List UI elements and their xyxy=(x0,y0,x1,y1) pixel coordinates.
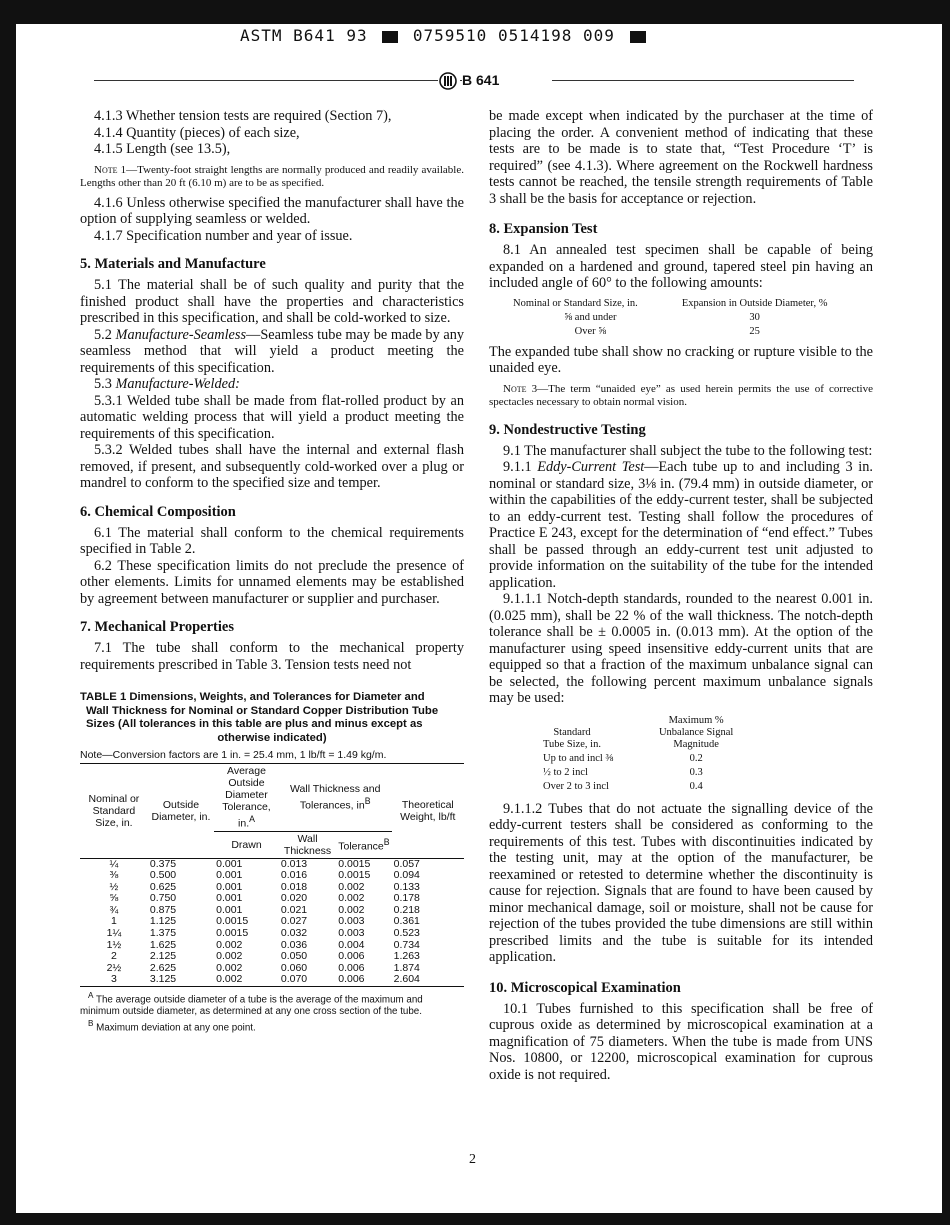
table-cell: 0.133 xyxy=(393,880,420,893)
block-mark xyxy=(630,31,646,43)
table-cell: ¾ xyxy=(109,903,119,916)
list-item: 4.1.4 Quantity (pieces) of each size, xyxy=(94,124,300,141)
unbalance-cell: Up to and incl ⅜ xyxy=(543,752,614,764)
paragraph: The expanded tube shall show no cracking or rupture visible to the unaided eye. xyxy=(489,343,873,376)
table-cell: 0.002 xyxy=(216,938,243,951)
table-cell: 0.218 xyxy=(393,903,420,916)
expansion-cell: Over ⅝ xyxy=(574,325,607,337)
code-b: 0759510 0514198 009 xyxy=(412,26,615,45)
scan-border-right xyxy=(942,0,950,1225)
table-cell: 0.006 xyxy=(338,950,365,963)
table-cell: 0.734 xyxy=(393,938,420,951)
table-row xyxy=(80,870,464,882)
paragraph: 4.1.7 Specification number and year of issue. xyxy=(94,227,353,244)
dimensions-table xyxy=(80,763,464,987)
expansion-header-expansion: Expansion in Outside Diameter, % xyxy=(681,297,828,309)
table-footnote-a: $^A$ The average outside diameter of a tube is the average of the maximum and minimum outside diameter, as determined at any one cross section of the tube. xyxy=(80,991,423,1018)
paragraph: be made except when indicated by the purchaser at the time of placing the order. A convenient method of indicating that these tests are to be made is to state that, “Test Procedure ‘T’ is required” (see 4.1.3). Where agreement on the Rockwell hardness tests cannot be reached, the tensile strength requirements of Table 3 shall be the basis for acceptance or rejection. xyxy=(489,108,873,207)
table-cell: 0.002 xyxy=(338,880,365,893)
col-header-wall-thickness: Wall Thickness xyxy=(279,831,336,858)
paragraph: 6.1 The material shall conform to the chemical requirements specified in Table 2. xyxy=(80,524,464,557)
table-cell: 0.002 xyxy=(338,903,365,916)
table-title: TABLE 1 Dimensions, Weights, and Tolerances for Diameter and Wall Thickness for Nominal or Standard Copper Distribution Tube Sizes (All tolerances in this table are plus and minus except as otherwise indicated) xyxy=(80,691,439,744)
table-cell: 0.060 xyxy=(280,961,308,974)
table-cell: 0.001 xyxy=(216,903,243,916)
table-row xyxy=(80,974,464,986)
paragraph: 5.2 Manufacture-Seamless—Seamless tube may be made by any seamless method that will yield a product meeting the requirements of this specification. xyxy=(80,326,465,376)
table-cell: 0.0015 xyxy=(216,927,249,940)
paragraph: 4.1.6 Unless otherwise specified the manufacturer shall have the option of supplying seamless or welded. xyxy=(80,194,464,227)
table-cell: ⅜ xyxy=(109,869,119,882)
page-number: 2 xyxy=(469,1152,476,1167)
table-cell: 3.125 xyxy=(148,974,214,986)
paragraph: 9.1.1.1 Notch-depth standards, rounded to the nearest 0.001 in. (0.025 mm), shall be 22 % of the wall thickness. The notch-depth tolerance shall be ± 0.0005 in. (0.013 mm). At the option of the manufacturer using speed insensitive eddy-current units that are equipped so that a fraction of the maximum unbalance signal can be selected, the following percent maximum unbalance signals may be used: xyxy=(489,591,873,706)
scan-border-top xyxy=(0,0,950,24)
unbalance-cell: 0.3 xyxy=(689,766,703,778)
section-title: 8. Expansion Test xyxy=(489,221,598,237)
table-cell: 0.020 xyxy=(280,892,308,905)
section-title: 9. Nondestructive Testing xyxy=(489,421,646,438)
paragraph: 6.2 These specification limits do not preclude the presence of other elements. Limits for unnamed elements may be established by agreement between manufacturer or supplier and purchaser. xyxy=(80,557,464,607)
table-cell: 0.523 xyxy=(393,927,420,940)
table-cell: 0.001 xyxy=(216,880,243,893)
table-cell: 0.875 xyxy=(149,903,177,916)
table-note: Note—Conversion factors are 1 in. = 25.4 mm, 1 lb/ft = 1.49 kg/m. xyxy=(80,749,387,761)
document-code-header xyxy=(240,26,720,48)
expansion-cell: ⅝ and under xyxy=(564,311,617,323)
table-cell: 0.002 xyxy=(338,892,365,905)
table-cell: 0.016 xyxy=(280,869,308,882)
list-item: 4.1.3 Whether tension tests are required (Section 7), xyxy=(94,108,392,124)
section-title: 5. Materials and Manufacture xyxy=(80,256,266,272)
table-cell: 2.625 xyxy=(149,961,177,974)
table-cell: 1.625 xyxy=(149,938,177,951)
left-column xyxy=(80,108,464,1035)
expansion-table xyxy=(505,296,836,340)
paragraph: 9.1.1.2 Tubes that do not actuate the signalling device of the eddy-current testers shall be considered as conforming to the requirements of this test. Tubes with discontinuities indicated by the testing unit, may at the option of the manufacturer, be reexamined or retested to determine whether the discontinuity is cause for rejection. Signals that are found to have been caused by minor mechanical damage, soil or moisture, shall not be cause for rejection of the tubes provided the tube dimensions are still within prescribed limits and the tube is suitable for its intended application. xyxy=(489,800,873,965)
expansion-header-size: Nominal or Standard Size, in. xyxy=(513,297,638,309)
section-title: 10. Microscopical Examination xyxy=(489,979,681,996)
table-cell: 0.625 xyxy=(149,880,177,893)
unbalance-cell: 0.2 xyxy=(689,752,703,764)
table-cell: 0.750 xyxy=(149,892,177,905)
table-cell: 0.0015 xyxy=(216,915,249,928)
paragraph: 5.1 The material shall be of such quality and purity that the finished product shall have the properties and characteristics prescribed in this specification, and shall be cold-worked to size. xyxy=(80,277,464,326)
list-item: 4.1.5 Length (see 13.5), xyxy=(94,141,231,157)
col-header-theoretical: Theoretical Weight, lb/ft xyxy=(400,798,456,823)
paragraph: 9.1.1 Eddy-Current Test—Each tube up to and including 3 in. nominal or standard size, 3⅛ in. (79.4 mm) in outside diameter, or within the capabilities of the eddy-current tester, shall be subjected to an eddy-current test. Testing shall follow the procedures of Practice E 243, except for the determination of “end effect.” Tubes shall be passed through an eddy-current test unit adjusted to provide information on the suitability of the tube for the intended application. xyxy=(489,459,873,591)
section-title: 7. Mechanical Properties xyxy=(80,619,234,635)
table-cell: 0.013 xyxy=(280,857,308,870)
table-cell: 0.0015 xyxy=(338,857,371,870)
table-cell: 0.021 xyxy=(280,903,308,916)
unbalance-row xyxy=(537,781,739,793)
col-header-outside: Outside Diameter, in. xyxy=(151,798,211,823)
table-cell: 0.375 xyxy=(149,857,177,870)
table-cell: 1.874 xyxy=(393,961,420,974)
table-cell: 0.178 xyxy=(393,892,420,905)
table-row xyxy=(80,928,464,940)
col-header-drawn: Drawn xyxy=(214,831,279,858)
table-cell: 1.125 xyxy=(149,915,177,928)
table-cell: 0.027 xyxy=(280,915,308,928)
table-cell: 0.057 xyxy=(393,857,420,870)
block-mark xyxy=(382,31,398,43)
unbalance-cell: ½ to 2 incl xyxy=(543,766,588,778)
code-a: ASTM B641 93 xyxy=(240,26,368,45)
expansion-row xyxy=(507,312,834,324)
note-3: Note 3—The term “unaided eye” as used herein permits the use of corrective spectacles necessary to obtain normal vision. xyxy=(489,382,873,408)
unbalance-row xyxy=(537,767,739,779)
table-footnote-b: $^B$ Maximum deviation at any one point. xyxy=(88,1019,256,1034)
table-cell: ⅝ xyxy=(109,892,119,905)
col-header-wall: Wall Thickness and Tolerances, $in^B$ xyxy=(290,783,381,812)
table-cell: 1.375 xyxy=(149,927,177,940)
table-cell: 0.036 xyxy=(280,938,308,951)
table-cell: 0.003 xyxy=(338,927,365,940)
table-cell: 1.263 xyxy=(393,950,420,963)
table-cell: 0.002 xyxy=(216,961,243,974)
table-cell: 0.361 xyxy=(393,915,420,928)
unbalance-cell: 0.4 xyxy=(689,780,703,792)
table-cell: 0.094 xyxy=(393,869,420,882)
unbalance-header-size: Standard Tube Size, in. xyxy=(543,726,601,750)
paragraph: 7.1 The tube shall conform to the mechanical property requirements prescribed in Table 3. Tension tests need not xyxy=(80,640,464,673)
table-cell: 0.002 xyxy=(216,950,243,963)
astm-logo-icon xyxy=(438,72,460,90)
table-cell: ½ xyxy=(109,880,119,893)
table-cell: 1½ xyxy=(106,938,122,951)
table-cell: 0.002 xyxy=(214,974,279,986)
table-cell: 0.050 xyxy=(280,950,308,963)
table-cell: 3 xyxy=(80,974,148,986)
paragraph: 9.1 The manufacturer shall subject the tube to the following test: xyxy=(503,442,873,459)
unbalance-row xyxy=(537,753,739,765)
unbalance-table xyxy=(535,713,741,795)
table-cell: 0.018 xyxy=(280,880,308,893)
table-cell: 1¼ xyxy=(106,927,122,940)
note-1: Note 1—Twenty-foot straight lengths are normally produced and readily available. Lengths other than 20 ft (6.10 m) are to be as specified. xyxy=(80,163,464,189)
col-header-avg: Average Outside Diameter Tolerance, in.$^A$ xyxy=(222,765,271,830)
table-cell: 0.070 xyxy=(279,974,336,986)
unbalance-cell: Over 2 to 3 incl xyxy=(543,780,609,792)
paragraph: 5.3.1 Welded tube shall be made from flat-rolled product by an automatic welding process that will yield a product meeting the requirements of this specification. xyxy=(80,392,464,442)
table-cell: 0.001 xyxy=(216,857,243,870)
table-cell: 0.500 xyxy=(149,869,177,882)
table-cell: 0.001 xyxy=(216,869,243,882)
table-cell: 0.001 xyxy=(216,892,243,905)
expansion-row xyxy=(507,326,834,338)
paragraph: 5.3.2 Welded tubes shall have the internal and external flash removed, if present, and subsequently cold-worked over a plug or mandrel to conform to the specified size and temper. xyxy=(80,442,464,491)
expansion-cell: 30 xyxy=(749,311,760,323)
paragraph: 8.1 An annealed test specimen shall be capable of being expanded on a hardened and ground, tapered steel pin having an included angle of 60° to the following amounts: xyxy=(489,242,873,291)
table-cell: 0.006 xyxy=(336,974,391,986)
table-cell: 1 xyxy=(111,915,117,928)
unbalance-header-magnitude: Maximum % Unbalance Signal Magnitude xyxy=(658,714,734,750)
table-cell: 2.125 xyxy=(149,950,177,963)
col-header-nominal: Nominal or Standard Size, in. xyxy=(88,792,140,829)
expansion-cell: 25 xyxy=(749,325,760,337)
paragraph: 5.3 Manufacture-Welded: xyxy=(94,376,240,392)
right-column xyxy=(489,108,873,1083)
table-cell: ¼ xyxy=(109,857,119,870)
scan-border-left xyxy=(0,0,16,1225)
paragraph: 10.1 Tubes furnished to this specification shall be free of cuprous oxide as determined by microscopical examination at a magnification of 75 diameters. When the tube is made from UNS Nos. 10800, or 12200, microscopical examination for cuprous oxide is not required. xyxy=(489,1000,873,1083)
table-cell: 2½ xyxy=(106,961,122,974)
col-header-tolerance: Tolerance$^B$ xyxy=(336,831,391,858)
table-cell: 2 xyxy=(111,950,117,963)
standard-designation: B 641 xyxy=(462,72,552,90)
table-cell: 2.604 xyxy=(392,974,464,986)
scan-border-bottom xyxy=(0,1213,950,1225)
table-cell: 0.032 xyxy=(280,927,308,940)
section-title: 6. Chemical Composition xyxy=(80,503,236,520)
table-cell: 0.0015 xyxy=(338,869,371,882)
table-cell: 0.006 xyxy=(338,961,365,974)
table-cell: 0.003 xyxy=(338,915,365,928)
table-cell: 0.004 xyxy=(338,938,365,951)
